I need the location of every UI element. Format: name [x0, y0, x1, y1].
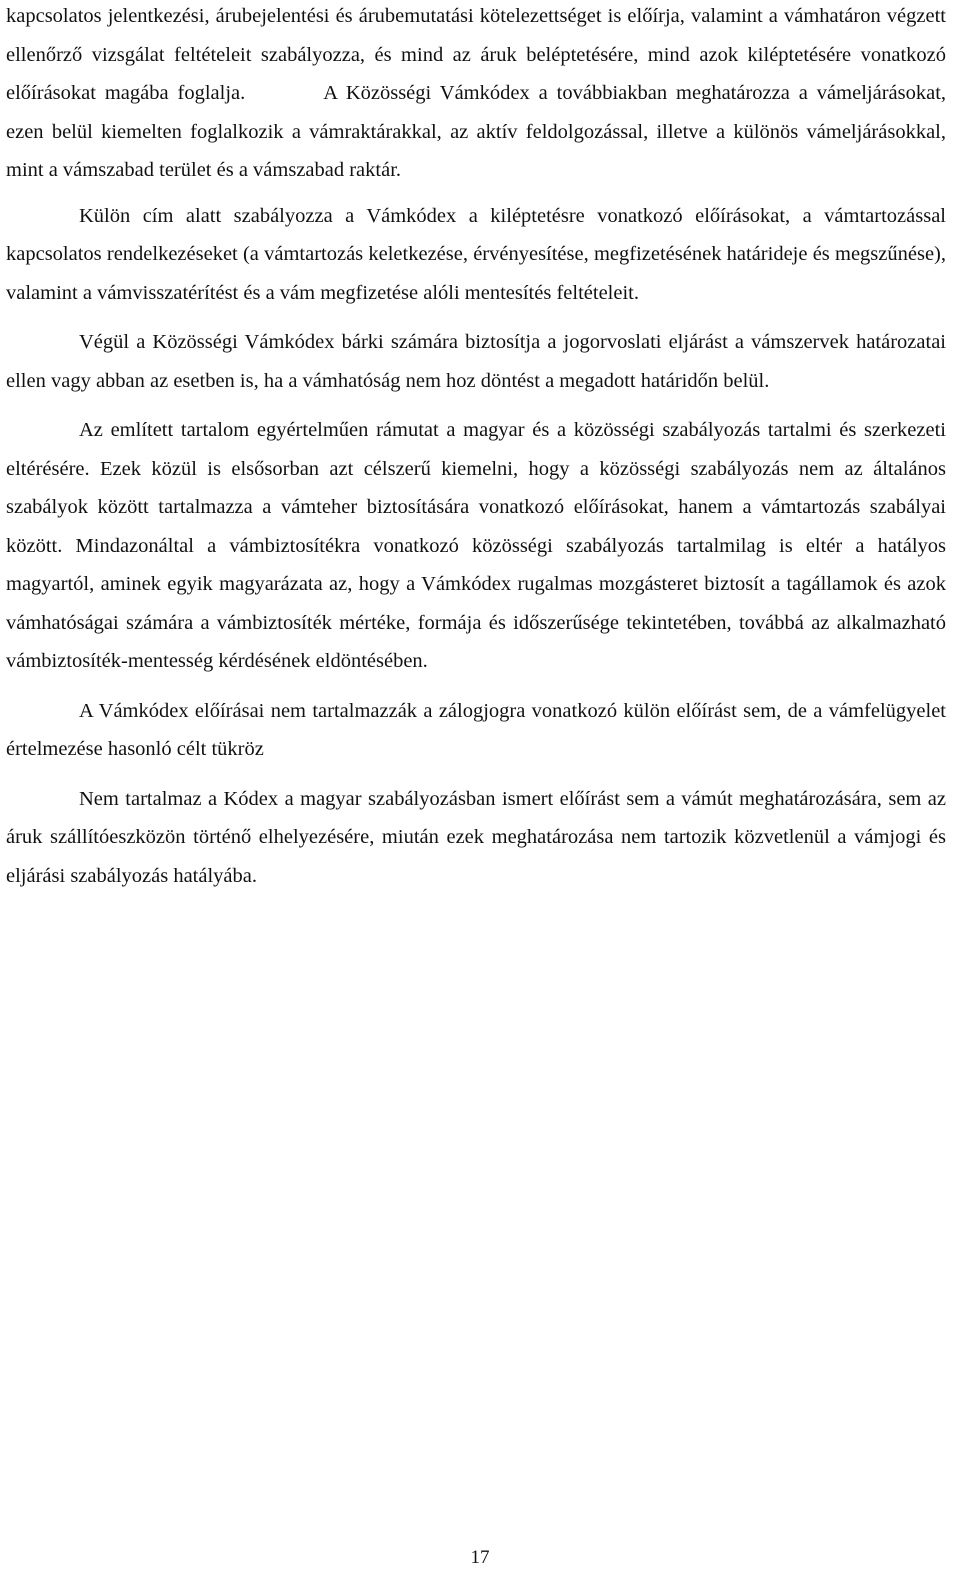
page-number: 17: [470, 1547, 490, 1568]
paragraph-5: A Vámkódex előírásai nem tartalmazzák a zálogjogra vonatkozó külön előírást sem, de a vámfelügyelet értelmezése hasonló célt tükröz: [6, 699, 946, 760]
paragraph-continued-lead: kapcsolatos jelentkezési, árubejelentési és árubemutatási kötelezettséget is előírja, valamint a vámhatáron végzett ellenőrző vizsgálat feltételeit szabályozza, és mind az áruk beléptetésére, mind azok kiléptetésére vonatkozó előírásokat magába foglalja.: [6, 5, 946, 104]
paragraph-6: Nem tartalmaz a Kódex a magyar szabályozásban ismert előírást sem a vámút meghatározására, sem az áruk szállítóeszközön történő elhelyezésére, miután ezek meghatározása nem tartozik közvetlenül a vámjogi és eljárási szabályozás hatályába.: [6, 787, 946, 887]
document-page: [6, 0, 946, 895]
paragraph-4: Az említett tartalom egyértelműen rámutat a magyar és a közösségi szabályozás tartalmi és szerkezeti eltérésére. Ezek közül is elsősorban azt célszerű kiemelni, hogy a közösségi szabályozás nem az általános szabályok között tartalmazza a vámteher biztosítására vonatkozó előírásokat, hanem a vámtartozás szabályai között. Mindazonáltal a vámbiztosítékra vonatkozó közösségi szabályozás tartalmilag is eltér a hatályos magyartól, aminek egyik magyarázata az, hogy a Vámkódex rugalmas mozgásteret biztosít a tagállamok és azok vámhatóságai számára a vámbiztosíték mértéke, formája és időszerűsége tekintetében, továbbá az alkalmazható vámbiztosíték-mentesség kérdésének eldöntésében.: [6, 419, 946, 672]
paragraph-continued-tail: A Közösségi Vámkódex a továbbiakban meghatározza a vámeljárásokat, ezen belül kiemelten foglalkozik a vámraktárakkal, az aktív feldolgozással, illetve a különös vámeljárásokkal, mint a vámszabad terület és a vámszabad raktár.: [6, 82, 947, 181]
paragraph-3: Végül a Közösségi Vámkódex bárki számára biztosítja a jogorvoslati eljárást a vámszervek határozatai ellen vagy abban az esetben is, ha a vámhatóság nem hoz döntést a megadott határidőn belül.: [6, 331, 946, 392]
paragraph-2: Külön cím alatt szabályozza a Vámkódex a kiléptetésre vonatkozó előírásokat, a vámtartozással kapcsolatos rendelkezéseket (a vámtartozás keletkezése, érvényesítése, megfizetésének határideje és megszűnése), valamint a vámvisszatérítést és a vám megfizetése alóli mentesítés feltételeit.: [6, 204, 946, 304]
paragraph-continued: [6, 0, 946, 190]
